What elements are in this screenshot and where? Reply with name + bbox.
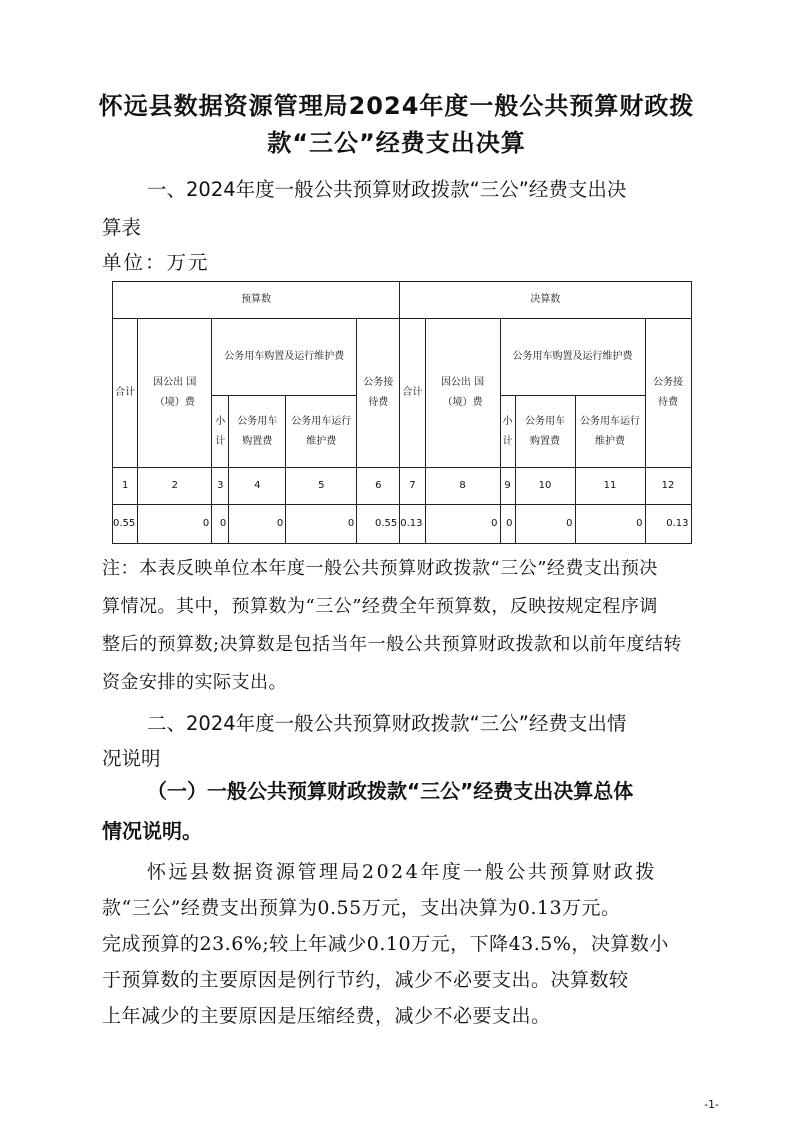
body-line1: 怀远县数据资源管理局2024年度一般公共预算财政拨: [147, 861, 657, 883]
header-vehicle-group-budget: 公务用车购置及运行维护费: [212, 319, 357, 396]
three-public-expenses-table: [112, 281, 692, 544]
index-cell: 9: [500, 468, 515, 505]
index-cell: 7: [400, 468, 425, 505]
value-budget-abroad: 0: [138, 505, 212, 544]
value-final-subtotal: 0: [500, 505, 515, 544]
value-final-abroad: 0: [425, 505, 500, 544]
page-number: -1-: [704, 1098, 719, 1111]
index-cell: 4: [229, 468, 286, 505]
body-line5: 上年减少的主要原因是压缩经费，减少不必要支出。: [102, 1005, 551, 1027]
header-vehicle-group-final: 公务用车购置及运行维护费: [500, 319, 645, 396]
subsection1-heading-line1: （一）一般公共预算财政拨款“三公”经费支出决算总体: [147, 779, 634, 803]
subsection1-heading-line2: 情况说明。: [102, 819, 202, 843]
final-header: 决算数: [400, 282, 691, 319]
index-cell: 11: [575, 468, 645, 505]
header-purchase-budget: 公务用车 购置费: [229, 396, 286, 468]
section2-heading-line1: 二、2024年度一般公共预算财政拨款“三公”经费支出情: [147, 712, 627, 735]
index-cell: 1: [113, 468, 138, 505]
note-line2: 算情况。其中，预算数为“三公”经费全年预算数，反映按规定程序调: [102, 596, 658, 617]
index-cell: 8: [425, 468, 500, 505]
value-budget-reception: 0.55: [357, 505, 400, 544]
value-final-purchase: 0: [515, 505, 575, 544]
index-cell: 2: [138, 468, 212, 505]
budget-header: 预算数: [113, 282, 400, 319]
header-subtotal-final: 小 计: [500, 396, 515, 468]
body-line4: 于预算数的主要原因是例行节约，减少不必要支出。决算数较: [102, 969, 629, 991]
note-line4: 资金安排的实际支出。: [102, 672, 287, 693]
header-abroad-final: 因公出 国 （境）费: [425, 319, 500, 468]
header-reception-final: 公务接 待费: [645, 319, 691, 468]
value-budget-operation: 0: [286, 505, 357, 544]
index-cell: 6: [357, 468, 400, 505]
index-cell: 12: [645, 468, 691, 505]
section2-heading-line2: 况说明: [102, 747, 161, 770]
header-reception-budget: 公务接 待费: [357, 319, 400, 468]
index-cell: 5: [286, 468, 357, 505]
value-final-operation: 0: [575, 505, 645, 544]
value-budget-subtotal: 0: [212, 505, 229, 544]
document-title-line1: 怀远县数据资源管理局2024年度一般公共预算财政拨: [98, 92, 695, 120]
document-title-line2: 款“三公”经费支出决算: [267, 129, 526, 157]
index-cell: 3: [212, 468, 229, 505]
body-line2: 款“三公”经费支出预算为0.55万元，支出决算为0.13万元。: [102, 897, 621, 919]
value-final-reception: 0.13: [645, 505, 691, 544]
value-final-total: 0.13: [400, 505, 425, 544]
body-line3: 完成预算的23.6%;较上年减少0.10万元，下降43.5%，决算数小: [102, 933, 669, 955]
header-operation-budget: 公务用车运行 维护费: [286, 396, 357, 468]
index-cell: 10: [515, 468, 575, 505]
header-purchase-final: 公务用车 购置费: [515, 396, 575, 468]
header-total-budget: 合计: [113, 319, 138, 468]
note-line3: 整后的预算数;决算数是包括当年一般公共预算财政拨款和以前年度结转: [102, 634, 683, 655]
section1-heading-line2: 算表: [102, 216, 142, 239]
value-budget-purchase: 0: [229, 505, 286, 544]
header-operation-final: 公务用车运行 维护费: [575, 396, 645, 468]
unit-label: 单位：万元: [102, 251, 210, 274]
section1-heading-line1: 一、2024年度一般公共预算财政拨款“三公”经费支出决: [147, 178, 627, 201]
header-abroad-budget: 因公出 国 （境）费: [138, 319, 212, 468]
note-line1: 注：本表反映单位本年度一般公共预算财政拨款“三公”经费支出预决: [102, 558, 658, 579]
header-total-final: 合计: [400, 319, 425, 468]
value-budget-total: 0.55: [113, 505, 138, 544]
header-subtotal-budget: 小 计: [212, 396, 229, 468]
